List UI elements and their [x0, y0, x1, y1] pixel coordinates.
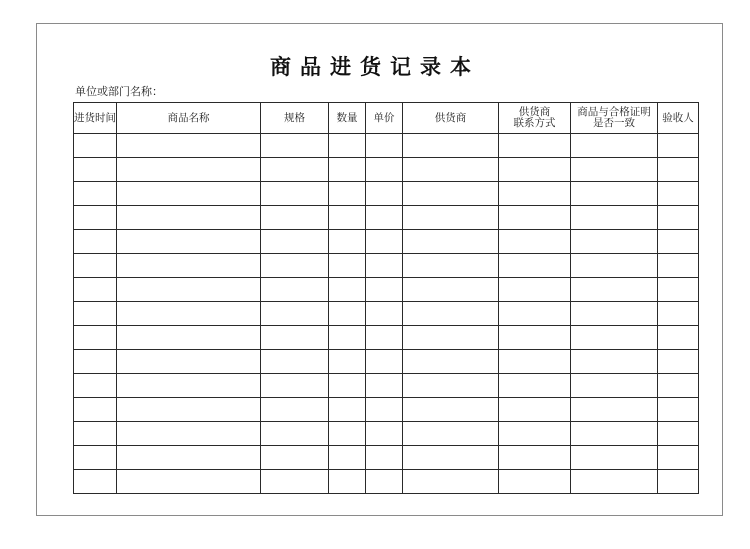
col-header-product-name: 商品名称 — [117, 103, 261, 134]
table-cell[interactable] — [366, 422, 403, 446]
table-cell[interactable] — [571, 182, 658, 206]
table-cell[interactable] — [261, 206, 329, 230]
table-cell[interactable] — [403, 398, 499, 422]
table-cell[interactable] — [499, 158, 571, 182]
table-cell[interactable] — [499, 326, 571, 350]
table-cell[interactable] — [74, 206, 117, 230]
table-cell[interactable] — [261, 230, 329, 254]
table-cell[interactable] — [403, 158, 499, 182]
col-header-inspector: 验收人 — [658, 103, 699, 134]
table-cell[interactable] — [499, 302, 571, 326]
table-cell[interactable] — [499, 182, 571, 206]
table-cell[interactable] — [329, 230, 366, 254]
table-cell[interactable] — [329, 470, 366, 494]
table-cell[interactable] — [74, 254, 117, 278]
col-header-specification: 规格 — [261, 103, 329, 134]
table-cell[interactable] — [261, 254, 329, 278]
page-title: 商品进货记录本 — [270, 54, 480, 79]
table-cell[interactable] — [366, 182, 403, 206]
table-cell[interactable] — [117, 134, 261, 158]
table-cell[interactable] — [403, 470, 499, 494]
table-row — [74, 350, 699, 374]
table-cell[interactable] — [658, 182, 699, 206]
table-cell[interactable] — [366, 446, 403, 470]
table-cell[interactable] — [403, 422, 499, 446]
table-cell[interactable] — [329, 350, 366, 374]
col-header-supplier-contact: 供货商 联系方式 — [499, 103, 571, 134]
table-cell[interactable] — [658, 206, 699, 230]
table-row — [74, 422, 699, 446]
table-cell[interactable] — [658, 302, 699, 326]
table-cell[interactable] — [74, 182, 117, 206]
table-cell[interactable] — [571, 470, 658, 494]
table-cell[interactable] — [117, 470, 261, 494]
table-cell[interactable] — [499, 470, 571, 494]
table-cell[interactable] — [329, 446, 366, 470]
table-cell[interactable] — [74, 326, 117, 350]
table-row — [74, 206, 699, 230]
table-cell[interactable] — [658, 350, 699, 374]
table-cell[interactable] — [658, 446, 699, 470]
table-cell[interactable] — [366, 158, 403, 182]
table-cell[interactable] — [499, 398, 571, 422]
table-cell[interactable] — [499, 374, 571, 398]
table-cell[interactable] — [117, 206, 261, 230]
table-cell[interactable] — [403, 326, 499, 350]
table-row — [74, 446, 699, 470]
unit-name-label: 单位或部门名称： — [75, 85, 163, 98]
header-row — [74, 103, 699, 134]
table-cell[interactable] — [117, 446, 261, 470]
table-cell[interactable] — [329, 278, 366, 302]
table-cell[interactable] — [329, 374, 366, 398]
table-cell[interactable] — [658, 278, 699, 302]
table-cell[interactable] — [329, 398, 366, 422]
table-cell[interactable] — [366, 254, 403, 278]
table-cell[interactable] — [403, 374, 499, 398]
table-cell[interactable] — [74, 422, 117, 446]
table-cell[interactable] — [658, 230, 699, 254]
table-cell[interactable] — [117, 254, 261, 278]
table-cell[interactable] — [329, 182, 366, 206]
table-cell[interactable] — [571, 398, 658, 422]
table-cell[interactable] — [403, 350, 499, 374]
table-cell[interactable] — [658, 470, 699, 494]
table-cell[interactable] — [261, 278, 329, 302]
table-cell[interactable] — [571, 422, 658, 446]
ledger-body — [74, 134, 699, 494]
table-cell[interactable] — [74, 302, 117, 326]
table-cell[interactable] — [366, 134, 403, 158]
table-cell[interactable] — [74, 374, 117, 398]
table-cell[interactable] — [571, 278, 658, 302]
col-header-supplier: 供货商 — [403, 103, 499, 134]
table-cell[interactable] — [74, 278, 117, 302]
col-header-unit-price: 单价 — [366, 103, 403, 134]
table-cell[interactable] — [366, 326, 403, 350]
col-header-purchase-time: 进货时间 — [74, 103, 117, 134]
table-cell[interactable] — [261, 134, 329, 158]
table-cell[interactable] — [571, 134, 658, 158]
table-cell[interactable] — [499, 230, 571, 254]
table-cell[interactable] — [366, 470, 403, 494]
table-row — [74, 278, 699, 302]
table-cell[interactable] — [658, 374, 699, 398]
table-cell[interactable] — [117, 182, 261, 206]
table-cell[interactable] — [117, 278, 261, 302]
table-row — [74, 398, 699, 422]
table-cell[interactable] — [571, 374, 658, 398]
table-cell[interactable] — [403, 446, 499, 470]
table-cell[interactable] — [261, 182, 329, 206]
table-cell[interactable] — [366, 278, 403, 302]
table-cell[interactable] — [499, 446, 571, 470]
table-cell[interactable] — [117, 422, 261, 446]
table-cell[interactable] — [403, 182, 499, 206]
table-cell[interactable] — [403, 230, 499, 254]
table-cell[interactable] — [571, 446, 658, 470]
table-cell[interactable] — [117, 230, 261, 254]
table-cell[interactable] — [658, 398, 699, 422]
table-cell[interactable] — [366, 302, 403, 326]
table-cell[interactable] — [403, 302, 499, 326]
table-cell[interactable] — [366, 398, 403, 422]
col-header-quantity: 数量 — [329, 103, 366, 134]
table-row — [74, 470, 699, 494]
table-cell[interactable] — [261, 422, 329, 446]
table-cell[interactable] — [329, 158, 366, 182]
table-cell[interactable] — [74, 158, 117, 182]
table-cell[interactable] — [658, 422, 699, 446]
table-cell[interactable] — [571, 206, 658, 230]
table-row — [74, 230, 699, 254]
table-cell[interactable] — [117, 350, 261, 374]
table-cell[interactable] — [329, 254, 366, 278]
table-cell[interactable] — [117, 374, 261, 398]
table-cell[interactable] — [117, 302, 261, 326]
table-cell[interactable] — [74, 230, 117, 254]
table-cell[interactable] — [366, 374, 403, 398]
table-cell[interactable] — [403, 278, 499, 302]
table-cell[interactable] — [366, 206, 403, 230]
table-cell[interactable] — [329, 302, 366, 326]
table-row — [74, 374, 699, 398]
table-cell[interactable] — [261, 302, 329, 326]
table-cell[interactable] — [117, 326, 261, 350]
table-cell[interactable] — [261, 326, 329, 350]
table-cell[interactable] — [329, 326, 366, 350]
table-cell[interactable] — [261, 350, 329, 374]
table-cell[interactable] — [499, 278, 571, 302]
table-cell[interactable] — [74, 350, 117, 374]
table-row — [74, 254, 699, 278]
table-cell[interactable] — [403, 254, 499, 278]
table-cell[interactable] — [499, 206, 571, 230]
table-cell[interactable] — [117, 398, 261, 422]
table-cell[interactable] — [499, 254, 571, 278]
table-cell[interactable] — [261, 374, 329, 398]
table-cell[interactable] — [74, 470, 117, 494]
table-row — [74, 158, 699, 182]
table-row — [74, 182, 699, 206]
table-row — [74, 326, 699, 350]
table-cell[interactable] — [261, 446, 329, 470]
table-cell[interactable] — [571, 254, 658, 278]
table-cell[interactable] — [261, 158, 329, 182]
table-cell[interactable] — [571, 350, 658, 374]
table-cell[interactable] — [329, 206, 366, 230]
table-row — [74, 302, 699, 326]
table-row — [74, 134, 699, 158]
table-cell[interactable] — [74, 134, 117, 158]
col-header-certificate-match: 商品与合格证明 是否一致 — [571, 103, 658, 134]
table-cell[interactable] — [658, 158, 699, 182]
table-cell[interactable] — [74, 398, 117, 422]
table-cell[interactable] — [571, 326, 658, 350]
table-cell[interactable] — [658, 326, 699, 350]
table-cell[interactable] — [117, 158, 261, 182]
table-cell[interactable] — [571, 230, 658, 254]
table-cell[interactable] — [499, 134, 571, 158]
table-cell[interactable] — [366, 230, 403, 254]
table-cell[interactable] — [261, 470, 329, 494]
table-cell[interactable] — [499, 350, 571, 374]
table-cell[interactable] — [366, 350, 403, 374]
table-cell[interactable] — [403, 206, 499, 230]
table-cell[interactable] — [658, 254, 699, 278]
table-cell[interactable] — [571, 302, 658, 326]
purchase-record-table — [73, 102, 699, 494]
table-cell[interactable] — [658, 134, 699, 158]
table-cell[interactable] — [403, 134, 499, 158]
table-cell[interactable] — [571, 158, 658, 182]
table-cell[interactable] — [74, 446, 117, 470]
table-cell[interactable] — [329, 134, 366, 158]
table-cell[interactable] — [329, 422, 366, 446]
table-cell[interactable] — [261, 398, 329, 422]
table-cell[interactable] — [499, 422, 571, 446]
